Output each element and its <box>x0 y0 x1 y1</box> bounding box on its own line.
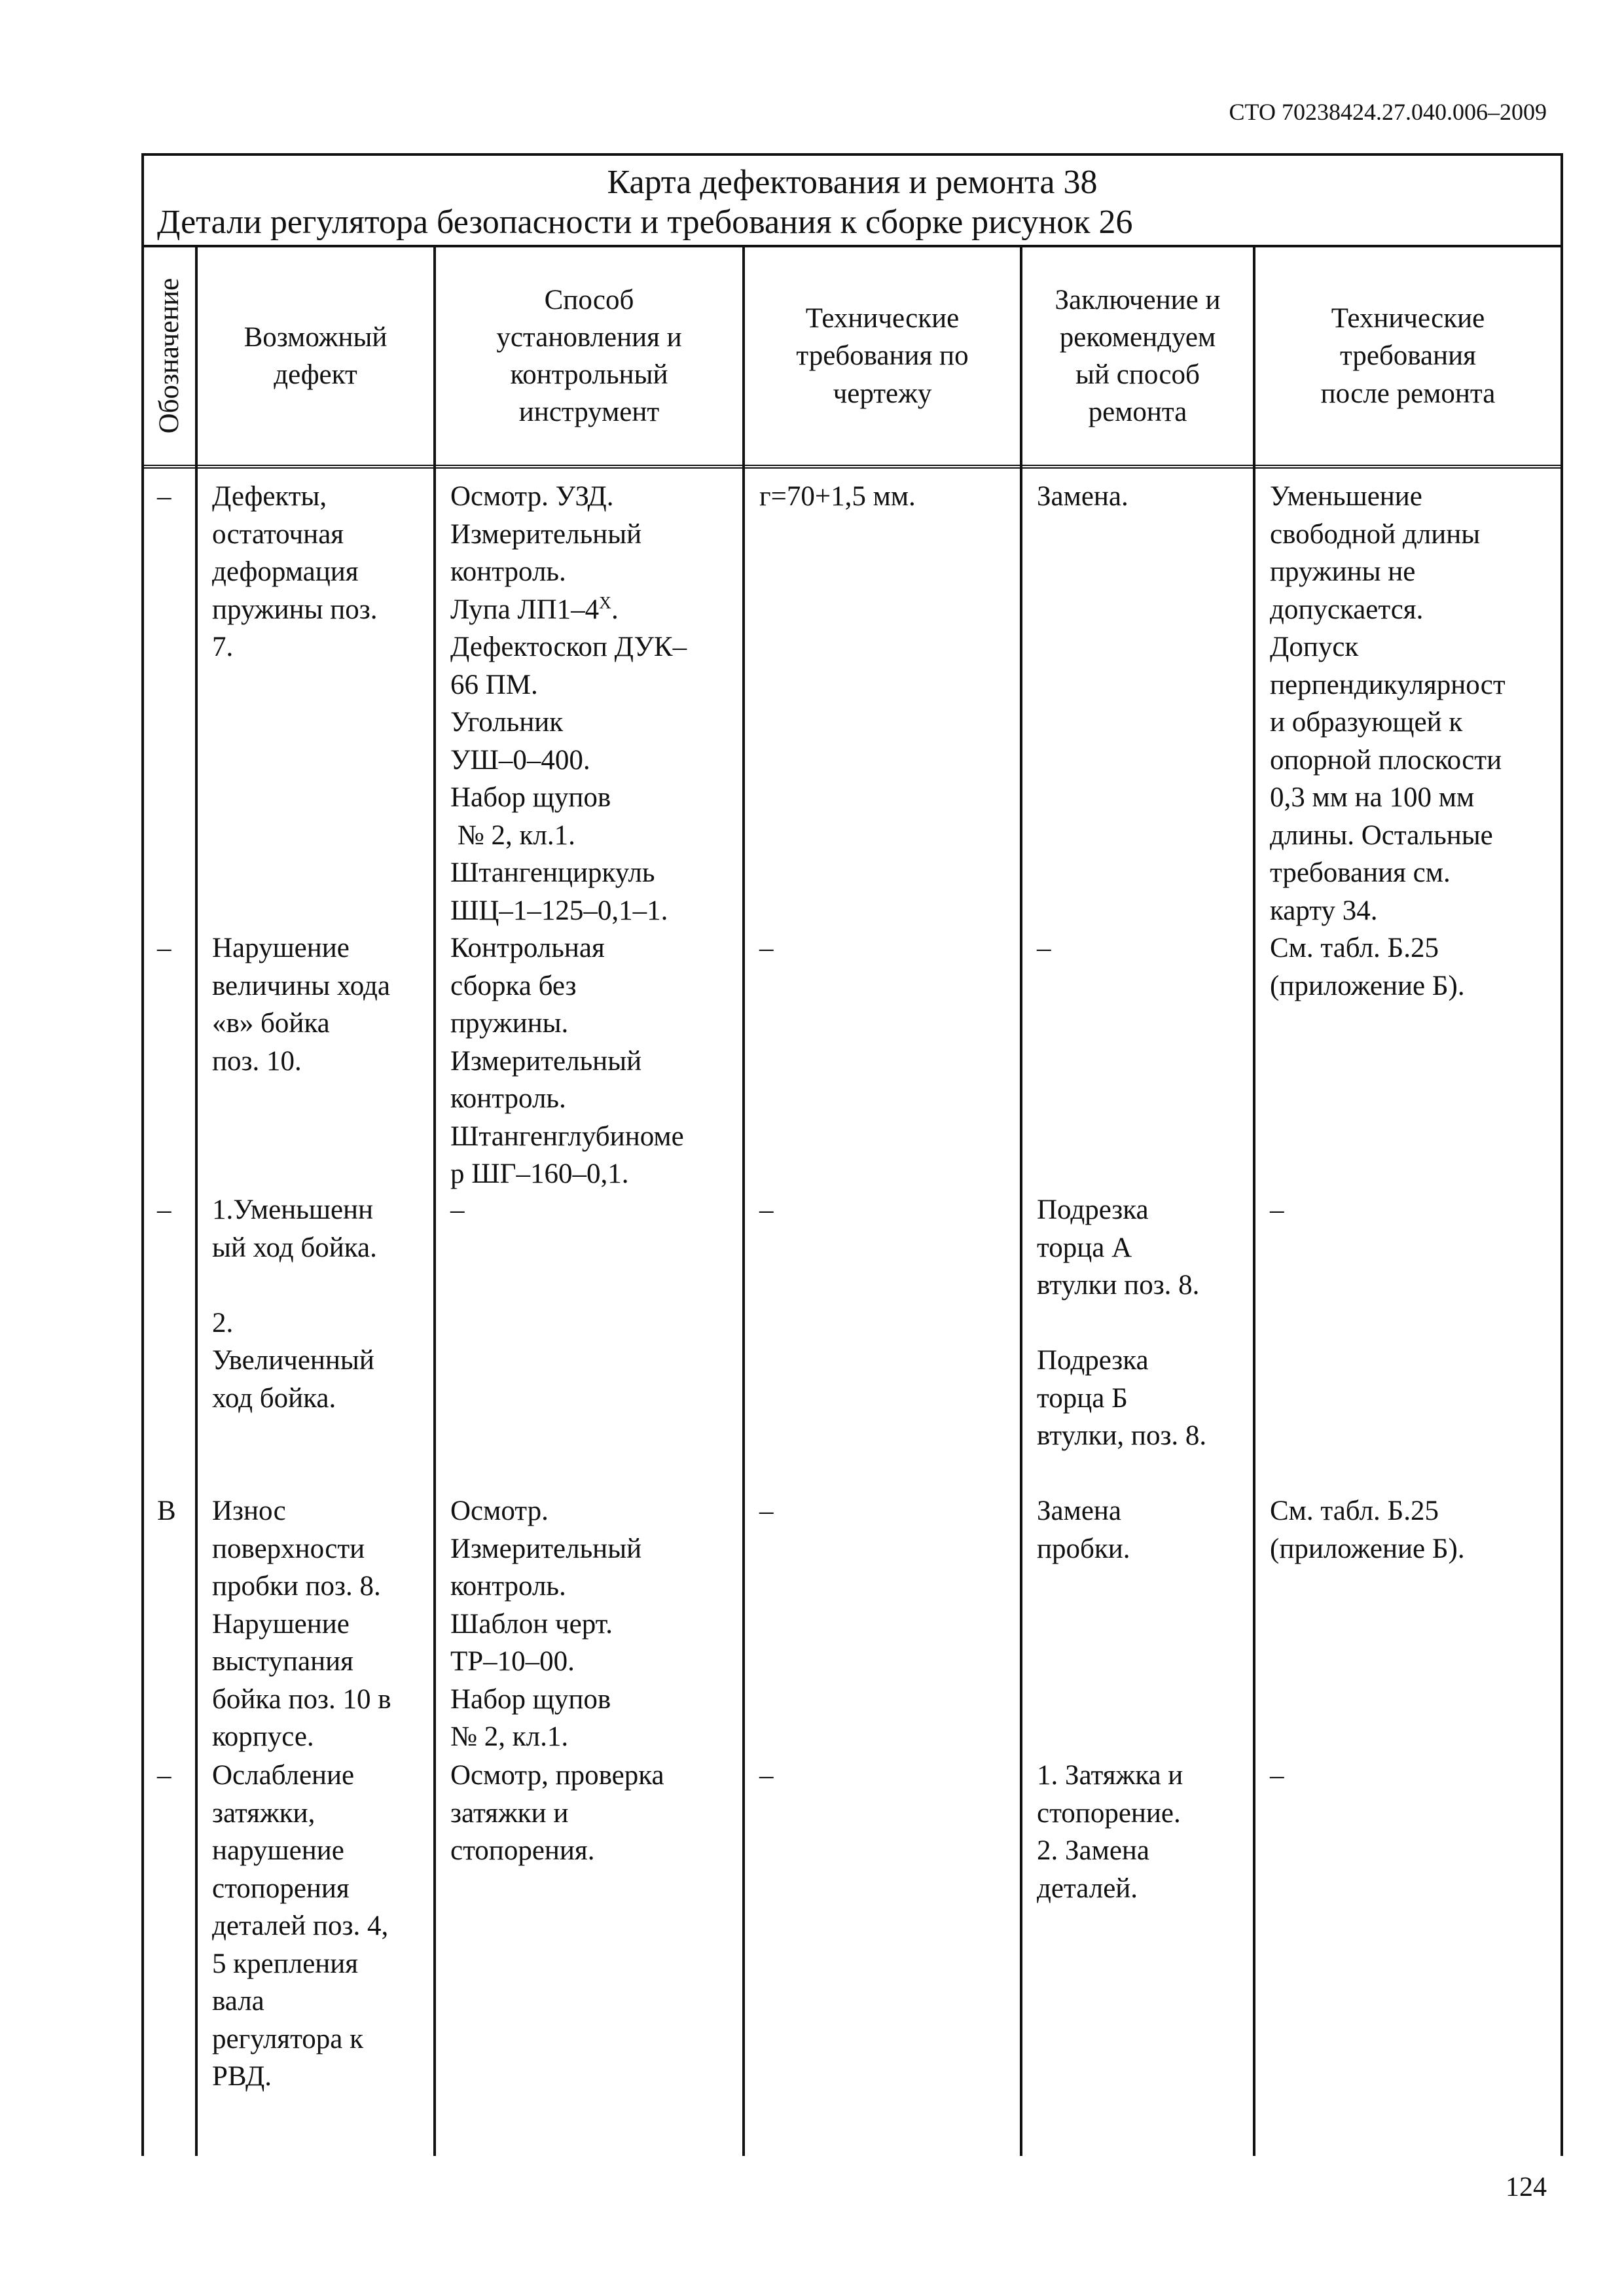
column-drawing-requirements <box>745 247 1022 2156</box>
row-5-conclusion: 1. Затяжка и стопорение. 2. Замена деталей. <box>1037 1760 1183 1904</box>
row-5-drawing-req: – <box>759 1760 774 1791</box>
row-1-defect: Дефекты, остаточная деформация пружины поз. 7. <box>212 481 378 662</box>
row-5-defect: Ослабление затяжки, нарушение стопорения деталей поз. 4, 5 крепления вала регулятора к РВД. <box>212 1760 389 2092</box>
card-subtitle: Детали регулятора безопасности и требования к сборке рисунок 26 <box>157 204 1133 242</box>
row-4-drawing-req: – <box>759 1496 774 1526</box>
row-4-conclusion: Замена пробки. <box>1037 1496 1130 1564</box>
row-3-method: – <box>450 1194 465 1225</box>
row-2-drawing-req: – <box>759 933 774 963</box>
header-method: Способ установления и контрольный инструмент <box>436 247 742 469</box>
row-1-conclusion: Замена. <box>1037 481 1128 512</box>
row-2-after-repair: См. табл. Б.25 (приложение Б). <box>1270 933 1465 1001</box>
row-5-after-repair: – <box>1270 1760 1284 1791</box>
header-designation: Обозначение <box>144 247 195 469</box>
header-drawing-requirements: Технические требования по чертежу <box>745 247 1020 469</box>
row-4-after-repair: См. табл. Б.25 (приложение Б). <box>1270 1496 1465 1564</box>
header-conclusion: Заключение и рекомендуем ый способ ремонта <box>1022 247 1253 469</box>
row-4-mark: В <box>157 1496 176 1526</box>
row-5-mark: – <box>157 1760 171 1791</box>
row-2-method: Контрольная сборка без пружины. Измерительный контроль. Штангенглубиноме р ШГ–160–0,1. <box>450 933 684 1189</box>
document-code: СТО 70238424.27.040.006–2009 <box>1229 99 1547 125</box>
row-3-drawing-req: – <box>759 1194 774 1225</box>
column-defect <box>198 247 436 2156</box>
row-3-defect: 1.Уменьшенн ый ход бойка. 2. Увеличенный ход бойка. <box>212 1194 377 1414</box>
row-4-defect: Износ поверхности пробки поз. 8. Нарушение выступания бойка поз. 10 в корпусе. <box>212 1496 391 1752</box>
page-number: 124 <box>1506 2172 1547 2202</box>
row-1-mark: – <box>157 481 171 512</box>
row-1-drawing-req: г=70+1,5 мм. <box>759 481 916 512</box>
row-3-mark: – <box>157 1194 171 1225</box>
row-3-after-repair: – <box>1270 1194 1284 1225</box>
card-title-box <box>144 156 1561 247</box>
column-after-repair <box>1255 247 1561 2156</box>
card-title: Карта дефектования и ремонта 38 <box>607 164 1098 201</box>
repair-card-table <box>141 153 1563 2156</box>
row-2-mark: – <box>157 933 171 963</box>
row-3-conclusion: Подрезка торца А втулки поз. 8. Подрезка торца Б втулки, поз. 8. <box>1037 1194 1207 1451</box>
row-5-method: Осмотр, проверка затяжки и стопорения. <box>450 1760 664 1866</box>
row-2-conclusion: – <box>1037 933 1051 963</box>
row-4-method: Осмотр. Измерительный контроль. Шаблон черт. ТР–10–00. Набор щупов № 2, кл.1. <box>450 1496 642 1752</box>
row-1-after-repair: Уменьшение свободной длины пружины не допускается. Допуск перпендикулярност и образующей к опорной плоскости 0,3 мм на 100 мм длины. Остальные требования см. карту 34. <box>1270 481 1506 926</box>
column-designation <box>144 247 198 2156</box>
column-method <box>436 247 745 2156</box>
column-conclusion <box>1022 247 1255 2156</box>
header-after-repair: Технические требования после ремонта <box>1255 247 1561 469</box>
row-2-defect: Нарушение величины хода «в» бойка поз. 10. <box>212 933 390 1077</box>
row-1-method: Осмотр. УЗД. Измерительный контроль. Лупа $ЛП1-4^X$. Дефектоскоп ДУК– 66 ПМ. Угольник УШ–0–400. Набор щупов № 2, кл.1. Штангенциркуль ШЦ–1–125–0,1–1. <box>450 481 687 926</box>
header-defect: Возможный дефект <box>198 247 433 469</box>
